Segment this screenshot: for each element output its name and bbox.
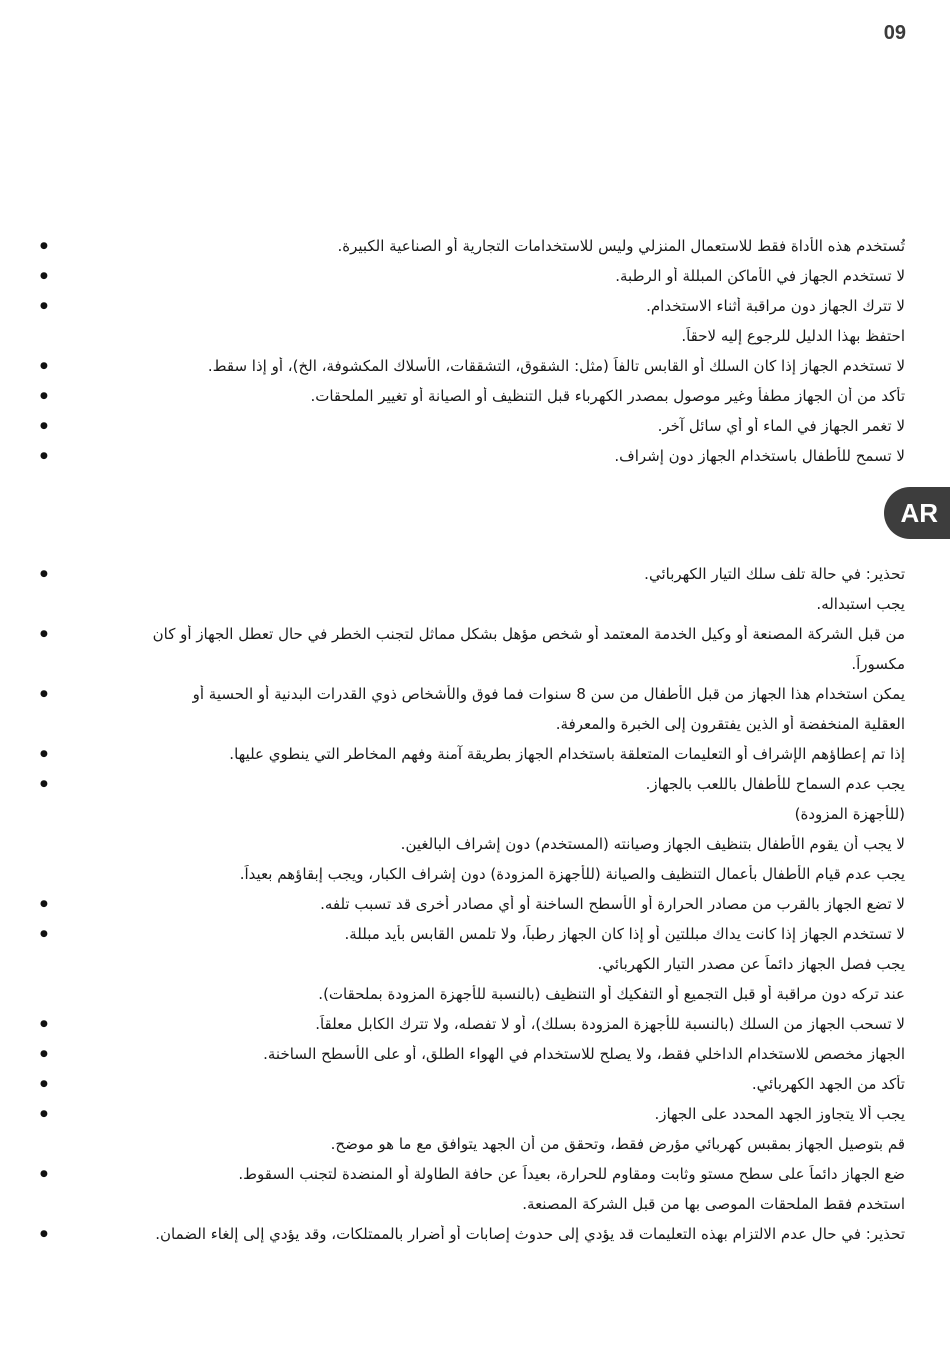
instruction-text: ● تُستخدم هذه الأداة فقط للاستعمال المنزلي وليس للاستخدامات التجارية أو الصناعية الكبيرة. (337, 237, 905, 255)
instruction-text: (للأجهزة المزودة) (794, 805, 905, 823)
bullet-item (40, 920, 905, 950)
page-number: 09 (883, 22, 906, 44)
instruction-text: ● لا تستخدم الجهاز إذا كانت يداك مبللتين أو إذا كان الجهاز رطباً، ولا تلمس القابس بأيد مبللة. (344, 925, 905, 943)
instruction-text: ● يجب ألا يتجاوز الجهد المحدد على الجهاز. (654, 1105, 905, 1123)
instruction-text: قم بتوصيل الجهاز بمقبس كهربائي مؤرض فقط، وتحقق من أن الجهد يتوافق مع ما هو موضح. (330, 1135, 905, 1153)
continuation-line (40, 322, 905, 352)
instruction-text: لا يجب أن يقوم الأطفال بتنظيف الجهاز وصيانته (المستخدم) دون إشراف البالغين. (400, 835, 905, 853)
instruction-text: ● لا تسحب الجهاز من السلك (بالنسبة للأجهزة المزودة بسلك)، أو لا تفصله، ولا تترك الكابل معلقاً. (315, 1015, 905, 1033)
continuation-line (40, 710, 905, 740)
instruction-text: ● لا تسمح للأطفال باستخدام الجهاز دون إشراف. (614, 447, 905, 465)
bullet-item (40, 1220, 905, 1250)
instruction-text: ● ضع الجهاز دائماً على سطح مستوٍ وثابت ومقاوم للحرارة، بعيداً عن حافة الطاولة أو المنضدة لتجنب السقوط. (238, 1165, 905, 1183)
bullet-item (40, 1010, 905, 1040)
instructions-section-one (40, 232, 905, 472)
continuation-line (40, 1130, 905, 1160)
bullet-item (40, 442, 905, 472)
instruction-text: ● إذا تم إعطاؤهم الإشراف أو التعليمات المتعلقة باستخدام الجهاز بطريقة آمنة وفهم المخاطر التي ينطوي عليها. (229, 745, 905, 763)
continuation-line (40, 1190, 905, 1220)
bullet-item (40, 412, 905, 442)
instruction-text: ● تحذير: في حال عدم الالتزام بهذه التعليمات قد يؤدي إلى حدوث إصابات أو أضرار بالممتلكات، وقد يؤدي إلى إلغاء الضمان. (155, 1225, 905, 1243)
instruction-text: ● تحذير: في حالة تلف سلك التيار الكهربائي. (644, 565, 905, 583)
instruction-text: ● لا تضع الجهاز بالقرب من مصادر الحرارة أو الأسطح الساخنة أو أي مصادر أخرى قد تسبب تلفه. (320, 895, 905, 913)
instruction-text: ● الجهاز مخصص للاستخدام الداخلي فقط، ولا يصلح للاستخدام في الهواء الطلق، أو على الأسطح الساخنة. (263, 1045, 905, 1063)
instructions-section-two (40, 560, 905, 1250)
instruction-text: يجب استبداله. (816, 595, 905, 613)
bullet-item (40, 352, 905, 382)
instruction-text: ● لا تستخدم الجهاز إذا كان السلك أو القابس تالفاً (مثل: الشقوق، التشققات، الأسلاك المكشوفة، الخ)، أو إذا سقط. (207, 357, 905, 375)
bullet-item (40, 232, 905, 262)
bullet-item (40, 890, 905, 920)
continuation-line (40, 650, 905, 680)
bullet-item (40, 1040, 905, 1070)
continuation-line (40, 950, 905, 980)
bullet-item (40, 1100, 905, 1130)
instruction-text: عند تركه دون مراقبة أو قبل التجميع أو التفكيك أو التنظيف (بالنسبة للأجهزة المزودة بملحقات). (318, 985, 905, 1003)
instruction-text: ● لا تستخدم الجهاز في الأماكن المبللة أو الرطبة. (615, 267, 905, 285)
continuation-line (40, 860, 905, 890)
bullet-item (40, 1070, 905, 1100)
instruction-text: ● يجب عدم السماح للأطفال باللعب بالجهاز. (645, 775, 905, 793)
bullet-item (40, 382, 905, 412)
bullet-item (40, 680, 905, 710)
instruction-text: ● لا تغمر الجهاز في الماء أو أي سائل آخر. (657, 417, 905, 435)
bullet-item (40, 560, 905, 590)
bullet-item (40, 620, 905, 650)
language-tab: AR (884, 487, 950, 539)
instruction-text: يجب فصل الجهاز دائماً عن مصدر التيار الكهربائي. (597, 955, 905, 973)
bullet-item (40, 1160, 905, 1190)
instruction-text: استخدم فقط الملحقات الموصى بها من قبل الشركة المصنعة. (522, 1195, 905, 1213)
continuation-line (40, 590, 905, 620)
instruction-text: ● تأكد من الجهد الكهربائي. (751, 1075, 905, 1093)
instruction-text: ● يمكن استخدام هذا الجهاز من قبل الأطفال من سن 8 سنوات فما فوق والأشخاص ذوي القدرات البدنية أو الحسية أو (192, 685, 905, 703)
bullet-item (40, 262, 905, 292)
instruction-text: العقلية المنخفضة أو الذين يفتقرون إلى الخبرة والمعرفة. (555, 715, 905, 733)
instruction-text: ● تأكد من أن الجهاز مطفأ وغير موصول بمصدر الكهرباء قبل التنظيف أو الصيانة أو تغيير الملحقات. (310, 387, 905, 405)
bullet-item (40, 292, 905, 322)
continuation-line (40, 800, 905, 830)
instruction-text: يجب عدم قيام الأطفال بأعمال التنظيف والصيانة (للأجهزة المزودة) دون إشراف الكبار، ويجب إبقاؤهم بعيداً. (239, 865, 905, 883)
bullet-item (40, 740, 905, 770)
instruction-text: احتفظ بهذا الدليل للرجوع إليه لاحقاً. (681, 327, 905, 345)
continuation-line (40, 980, 905, 1010)
continuation-line (40, 830, 905, 860)
bullet-item (40, 770, 905, 800)
instruction-text: ● لا تترك الجهاز دون مراقبة أثناء الاستخدام. (646, 297, 905, 315)
instruction-text: ● من قبل الشركة المصنعة أو وكيل الخدمة المعتمد أو شخص مؤهل بشكل مماثل لتجنب الخطر في حال تعطل الجهاز أو كان (152, 625, 905, 643)
instruction-text: مكسوراً. (851, 655, 905, 673)
